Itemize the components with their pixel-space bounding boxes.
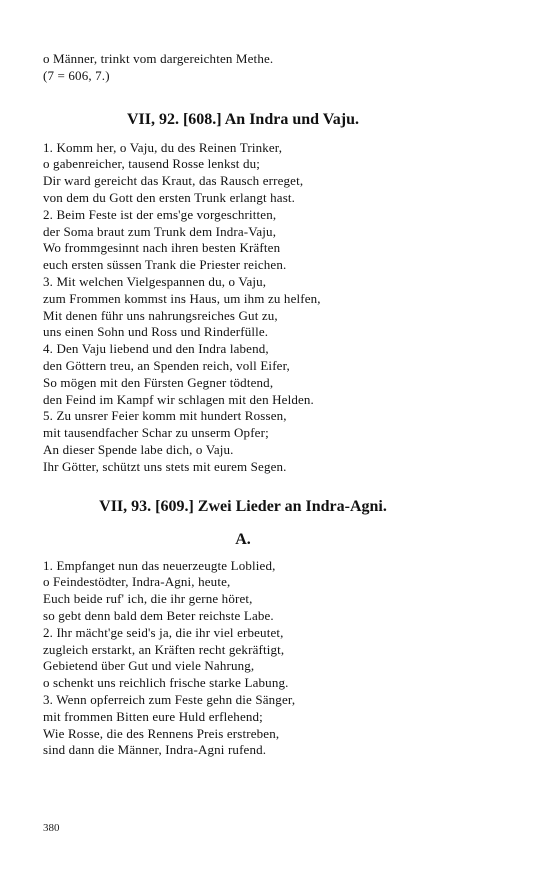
verse-line: Dir ward gereicht das Kraut, das Rausch erreget, — [43, 173, 304, 189]
verse-line: o Feindestödter, Indra-Agni, heute, — [43, 574, 231, 590]
section-1-body — [43, 140, 513, 476]
page-number: 380 — [43, 822, 60, 834]
section-heading: VII, 93. [609.] Zwei Lieder an Indra-Agni. — [99, 497, 387, 515]
verse-line: 1. Komm her, o Vaju, du des Reinen Trinker, — [43, 139, 283, 155]
verse-line: Ihr Götter, schützt uns stets mit eurem Segen. — [43, 458, 287, 474]
verse-line: Wie Rosse, die des Rennens Preis erstreben, — [43, 725, 280, 741]
page-text — [43, 51, 513, 759]
verse-line: 2. Ihr mächt'ge seid's ja, die ihr viel erbeutet, — [43, 624, 284, 640]
verse-line: Gebietend über Gut und viele Nahrung, — [43, 658, 255, 674]
section-subheading: A. — [235, 530, 251, 548]
verse-line: von dem du Gott den ersten Trunk erlangt hast. — [43, 189, 296, 205]
verse-line: o gabenreicher, tausend Rosse lenkst du; — [43, 156, 261, 172]
verse-line: o schenkt uns reichlich frische starke Labung. — [43, 675, 289, 691]
verse-line: den Göttern treu, an Spenden reich, voll Eifer, — [43, 357, 290, 373]
verse-line: mit tausendfacher Schar zu unserm Opfer; — [43, 425, 269, 441]
verse-line: 1. Empfanget nun das neuerzeugte Loblied, — [43, 557, 276, 573]
verse-line: 4. Den Vaju liebend und den Indra labend, — [43, 341, 269, 357]
verse-line: 3. Mit welchen Vielgespannen du, o Vaju, — [43, 273, 267, 289]
verse-line: zum Frommen kommst ins Haus, um ihm zu helfen, — [43, 290, 321, 306]
verse-line: uns einen Sohn und Ross und Rinderfülle. — [43, 324, 269, 340]
verse-line: An dieser Spende labe dich, o Vaju. — [43, 441, 234, 457]
verse-line: So mögen mit den Fürsten Gegner tödtend, — [43, 374, 274, 390]
verse-line: 5. Zu unsrer Feier komm mit hundert Rossen, — [43, 408, 287, 424]
text-line: o Männer, trinkt vom dargereichten Methe. — [43, 51, 274, 66]
verse-line: der Soma braut zum Trunk dem Indra-Vaju, — [43, 223, 277, 239]
section-2-body — [43, 558, 513, 760]
verse-line: euch ersten süssen Trank die Priester reichen. — [43, 257, 287, 273]
section-heading: VII, 92. [608.] An Indra und Vaju. — [126, 110, 360, 128]
verse-line: den Feind im Kampf wir schlagen mit den Helden. — [43, 391, 314, 407]
verse-line: sind dann die Männer, Indra-Agni rufend. — [43, 742, 267, 758]
verse-line: Mit denen führ uns nahrungsreiches Gut zu, — [43, 307, 278, 323]
verse-line: mit frommen Bitten eure Huld erflehend; — [43, 708, 263, 724]
verse-line: Wo frommgesinnt nach ihren besten Kräften — [43, 240, 281, 256]
verse-line: zugleich erstarkt, an Kräften recht gekräftigt, — [43, 641, 285, 657]
text-line: (7 = 606, 7.) — [43, 67, 110, 83]
verse-line: 2. Beim Feste ist der ems'ge vorgeschritten, — [43, 206, 277, 222]
verse-line: Euch beide ruf' ich, die ihr gerne höret, — [43, 591, 253, 607]
verse-line: 3. Wenn opferreich zum Feste gehn die Sänger, — [43, 691, 296, 707]
verse-line: so gebt denn bald dem Beter reichste Labe. — [43, 607, 274, 623]
